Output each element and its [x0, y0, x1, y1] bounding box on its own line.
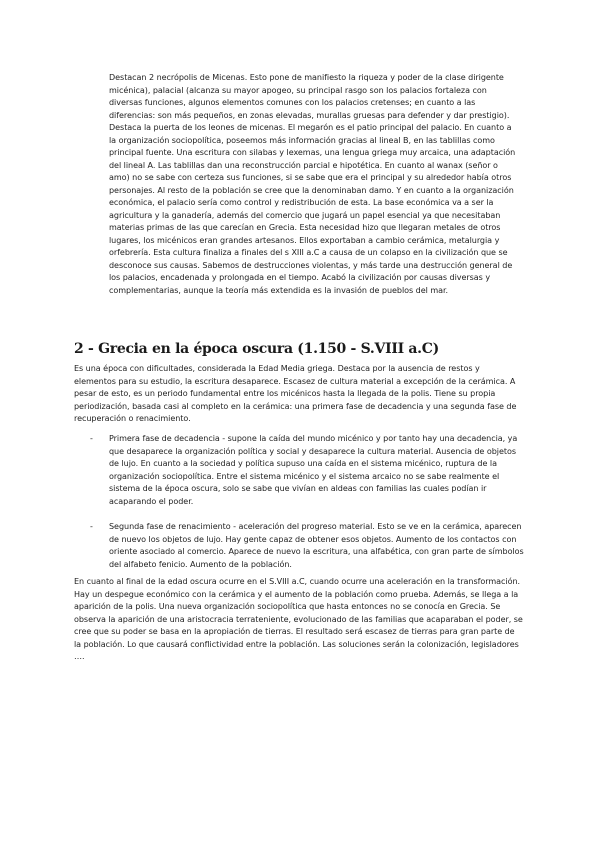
bullet-dash-icon: -: [90, 434, 93, 443]
bullet-list-item-1: [90, 433, 524, 508]
section-heading: 2 - Grecia en la época oscura (1.150 - S.VIII a.C): [74, 341, 439, 357]
bullet-text: Segunda fase de renacimiento - aceleración del progreso material. Esto se ve en la cerámica, aparecen de nuevo los objetos de lujo. Hay gente capaz de obtener esos objetos. Aumento de los contactos con oriente asociado al comercio. Aparece de nuevo la escritura, una alfabética, con gran parte de símbolos del alfabeto fenicio. Aumento de la población.: [109, 522, 524, 569]
list-item: [90, 521, 524, 571]
list-item: [90, 433, 524, 508]
closing-paragraph: En cuanto al final de la edad oscura ocurre en el S.VIII a.C, cuando ocurre una aceleración en la transformación. Hay un despegue económico con la cerámica y el aumento de la población como prueba. Además, se llega a la aparición de la polis. Una nueva organización sociopolítica que hasta entonces no se conocía en Grecia. Se observa la aparición de una aristocracia terrateniente, evolucionado de las familias que acaparaban el poder, se cree que su poder se basa en la apropiación de tierras. El resultado será escasez de tierras para gran parte de la población. Lo que causará conflictividad entre la población. Las soluciones serán la colonización, legisladores ….: [74, 577, 523, 661]
intro-paragraph: Destacan 2 necrópolis de Micenas. Esto pone de manifiesto la riqueza y poder de la clase dirigente micénica), palacial (alcanza su mayor apogeo, su principal rasgo son los palacios fortaleza con diversas funciones, algunos elementos comunes con los palacios cretenses; en cuanto a las diferencias: son más pequeños, en zonas elevadas, murallas gruesas para defender y dar prestigio). Destaca la puerta de los leones de micenas. El megarón es el patio principal del palacio. En cuanto a la organización sociopolítica, poseemos más información gracias al lineal B, en las tablillas como principal fuente. Una escritura con silabas y lexemas, una lengua griega muy arcaica, una adaptación del lineal A. Las tablillas dan una reconstrucción parcial e hipotética. En cuanto al wanax (señor o amo) no se sabe con certeza sus funciones, si se sabe que era el principal y su alrededor había otros personajes. Al resto de la población se cree que la denominaban damo. Y en cuanto a la organización económica, el palacio sería como control y redistribución de esta. La base económica va a ser la agricultura y la ganadería, además del comercio que jugará un papel esencial ya que necesitaban materias primas de las que carecían en Grecia. Esta necesidad hizo que llegaran metales de otros lugares, los micénicos eran grandes artesanos. Ellos exportaban a cambio cerámica, metalurgia y orfebrería. Esta cultura finaliza a finales del s XIII a.C a causa de un colapso en la civilización que se desconoce sus causas. Sabemos de destrucciones violentas, y más tarde una destrucción general de los palacios, encadenada y prolongada en el tiempo. Acabó la civilización por causas diversas y complementarias, aunque la teoría más extendida es la invasión de pueblos del mar.: [109, 73, 516, 295]
bullet-text: Primera fase de decadencia - supone la caída del mundo micénico y por tanto hay una decadencia, ya que desaparece la organización política y social y desaparece la cultura material. Ausencia de objetos de lujo. En cuanto a la sociedad y política supuso una caída en el sistema micénico, ruptura de la organización sociopolítica. Entre el sistema micénico y el sistema arcaico no se sabe realmente el sistema de la época oscura, solo se sabe que vivían en aldeas con familias las cuales podían ir acaparando el poder.: [109, 434, 518, 506]
section-intro-paragraph: Es una época con dificultades, considerada la Edad Media griega. Destaca por la ausencia de restos y elementos para su estudio, la escritura desaparece. Escasez de cultura material a excepción de la cerámica. A pesar de esto, es un periodo fundamental entre los micénicos hasta la llegada de la polis. Tiene su propia periodización, basada casi al completo en la cerámica: una primera fase de decadencia y una segunda fase de recuperación o renacimiento.: [74, 364, 517, 423]
bullet-list-item-2: [90, 521, 524, 571]
bullet-dash-icon: -: [90, 522, 93, 531]
